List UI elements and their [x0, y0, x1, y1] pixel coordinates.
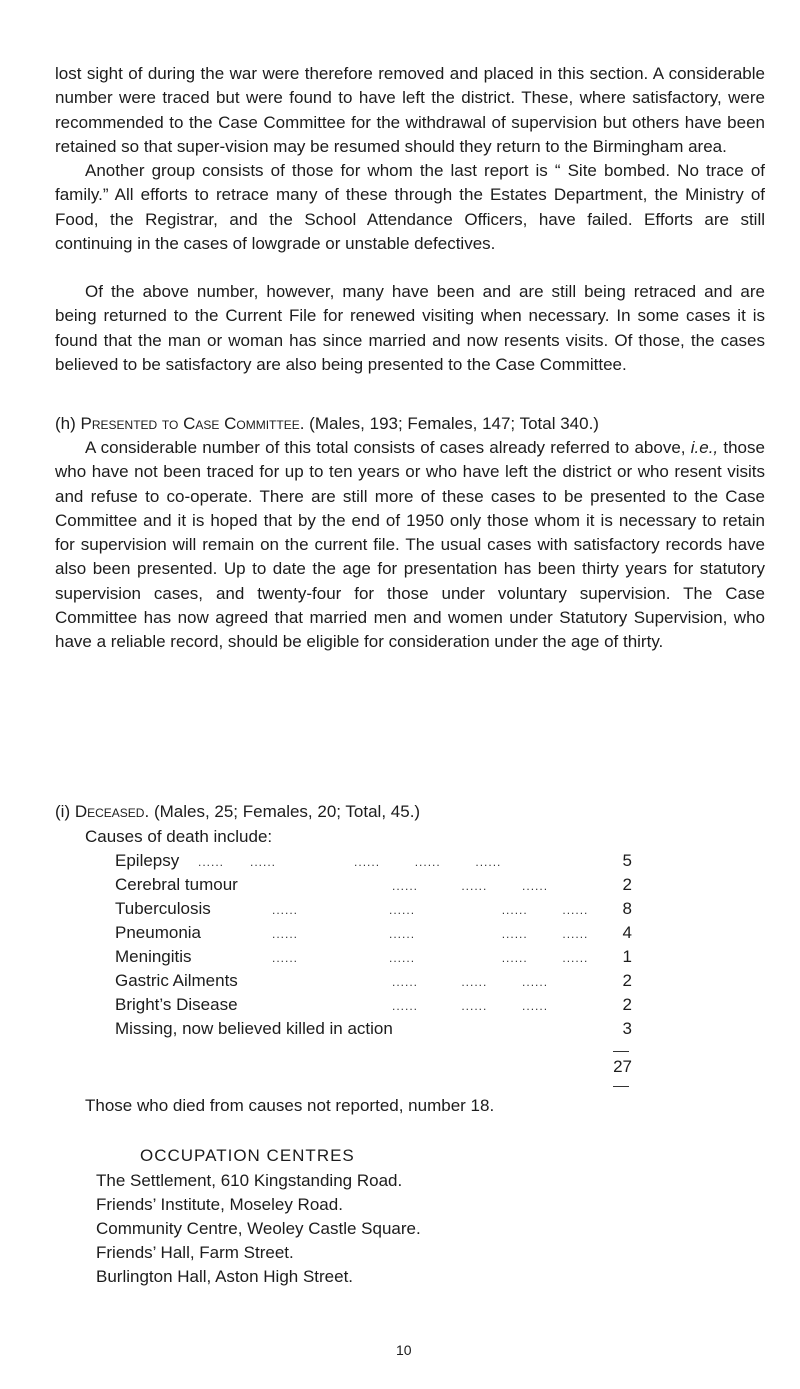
- cause-value-gastric-ailments: 2: [622, 971, 632, 990]
- section-h-heading: [55, 412, 599, 436]
- occupation-centres-heading: OCCUPATION CENTRES: [140, 1146, 355, 1165]
- leader-dots: ...... ...... ...... ......: [272, 903, 589, 917]
- cause-name-gastric-ailments: Gastric Ailments: [115, 971, 238, 990]
- cause-name-meningitis: Meningitis: [115, 947, 192, 966]
- centre-item: Community Centre, Weoley Castle Square.: [96, 1219, 421, 1238]
- centre-item: Burlington Hall, Aston High Street.: [96, 1267, 354, 1286]
- paragraph-another-group: Another group consists of those for whom the last report is “ Site bombed. No trace of family.” All efforts to retrace many of these through the Estates Department, the Ministry of Food, the Registrar, and the School Attendance Officers, have failed. Efforts are still continuing in the cases of lowgrade or unstable defectives.: [55, 161, 765, 253]
- cause-value-epilepsy: 5: [622, 851, 632, 870]
- section-h-body-post: those who have not been traced for up to ten years or who have left the district or who resent visits and refuse to co-operate. There are still more of these cases to be presented to the Case Committee and it is hoped that by the end of 1950 only those whom it is necessary to retain for supervision will remain on the current file. The usual cases with satisfactory records have also been presented. Up to date the age for presentation has been thirty years for statutory supervision cases, and twenty-four for those under voluntary supervision. The Case Committee has now agreed that married men and women under Statutory Supervision, who have a reliable record, should be eligible for consideration under the age of thirty.: [55, 438, 765, 652]
- centre-item: The Settlement, 610 Kingstanding Road.: [96, 1171, 403, 1190]
- section-h-counts: (Males, 193; Females, 147; Total 340.): [309, 414, 599, 433]
- causes-intro: Causes of death include:: [85, 827, 273, 846]
- paragraph-retraced: Of the above number, however, many have been and are still being retraced and are being returned to the Current File for renewed visiting when necessary. In some cases it is found that the man or woman has since married and now resents visits. Of those, the cases believed to be satisfactory are also being presented to the Case Committee.: [55, 282, 765, 374]
- cause-value-cerebral-tumour: 2: [622, 875, 632, 894]
- section-h-label: (h): [55, 414, 76, 433]
- page-number: 10: [396, 1342, 412, 1358]
- cause-name-missing: Missing, now believed killed in action: [115, 1019, 393, 1038]
- paragraph-lost-sight: lost sight of during the war were therefore removed and placed in this section. A considerable number were traced but were found to have left the district. These, where satisfactory, were recommended to the Case Committee for the withdrawal of supervision but others have been retained so that super-vision may be resumed should they return to the Birmingham area.: [55, 64, 765, 156]
- unreported-causes-note: Those who died from causes not reported, number 18.: [85, 1096, 495, 1115]
- cause-name-epilepsy: Epilepsy: [115, 851, 180, 870]
- section-i-title: Deceased.: [74, 802, 150, 821]
- section-h-body: [55, 436, 765, 655]
- section-h-body-ie: i.e.,: [690, 438, 719, 457]
- leader-dots: ...... ...... ...... ...... ......: [198, 855, 502, 869]
- causes-total: 27: [613, 1057, 632, 1076]
- cause-value-pneumonia: 4: [622, 923, 632, 942]
- cause-name-pneumonia: Pneumonia: [115, 923, 202, 942]
- total-rule-top: [613, 1051, 629, 1052]
- section-h-body-pre: A considerable number of this total consists of cases already referred to above,: [85, 438, 686, 457]
- total-rule-bottom: [613, 1086, 629, 1087]
- section-i-counts: (Males, 25; Females, 20; Total, 45.): [153, 802, 421, 821]
- cause-value-tuberculosis: 8: [622, 899, 632, 918]
- cause-name-tuberculosis: Tuberculosis: [115, 899, 211, 918]
- leader-dots: ...... ...... ......: [392, 879, 549, 893]
- cause-name-brights-disease: Bright’s Disease: [115, 995, 238, 1014]
- centre-item: Friends’ Hall, Farm Street.: [96, 1243, 294, 1262]
- section-i-label: (i): [55, 802, 71, 821]
- cause-name-cerebral-tumour: Cerebral tumour: [115, 875, 238, 894]
- centre-item: Friends’ Institute, Moseley Road.: [96, 1195, 343, 1214]
- leader-dots: ...... ...... ......: [392, 999, 549, 1013]
- leader-dots: ...... ...... ...... ......: [272, 951, 589, 965]
- section-i-heading: [55, 800, 420, 824]
- leader-dots: ...... ...... ......: [392, 975, 549, 989]
- cause-value-meningitis: 1: [622, 947, 632, 966]
- cause-value-missing: 3: [622, 1019, 632, 1038]
- leader-dots: ...... ...... ...... ......: [272, 927, 589, 941]
- section-h-title: Presented to Case Committee.: [80, 414, 305, 433]
- cause-value-brights-disease: 2: [622, 995, 632, 1014]
